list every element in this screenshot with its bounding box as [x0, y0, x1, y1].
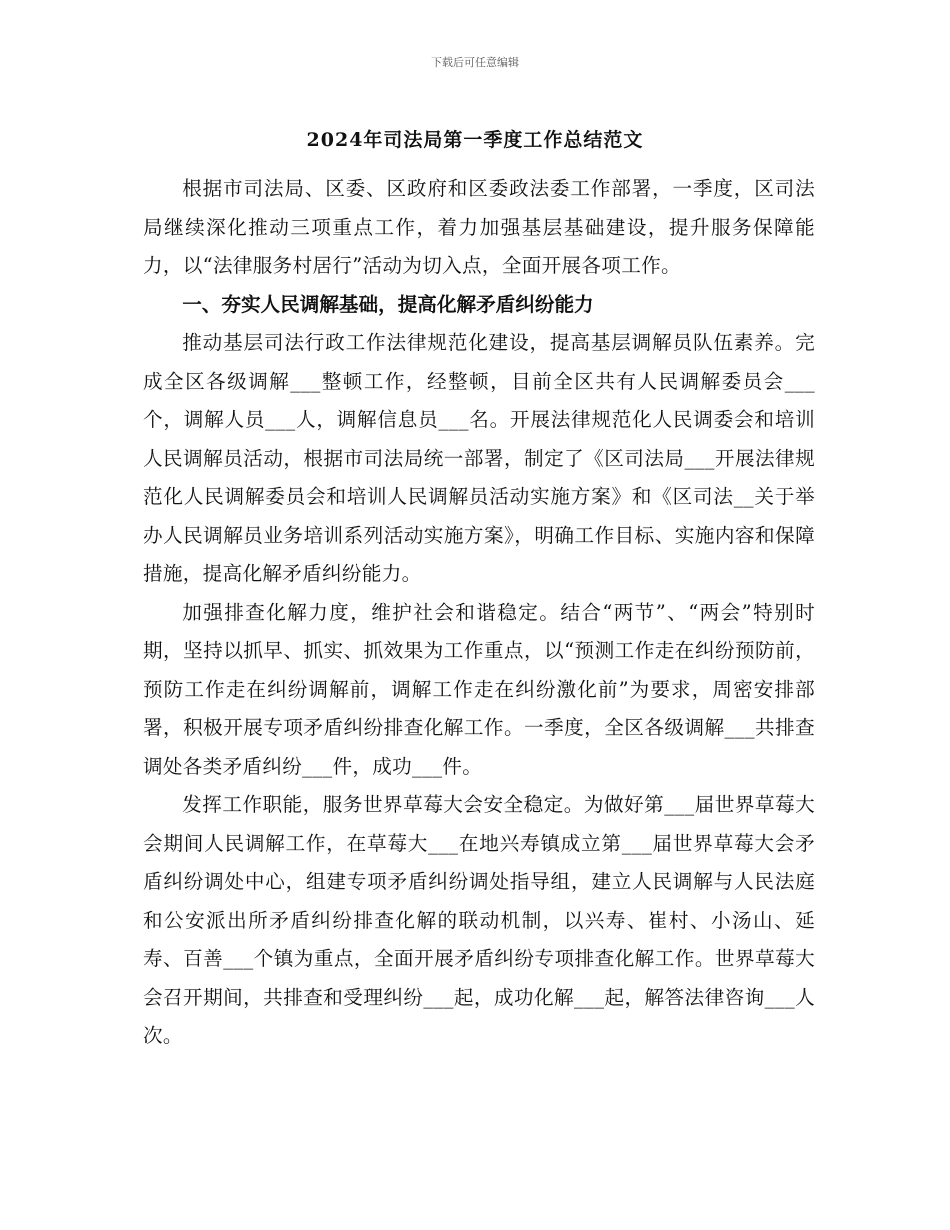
paragraph-intro: 根据市司法局、区委、区政府和区委政法委工作部署，一季度，区司法局继续深化推动三项重点工作，着力加强基层基础建设，提升服务保障能力，以“法律服务村居行”活动为切入点，全面开展各项工作。 [143, 177, 815, 277]
document-title: 2024年司法局第一季度工作总结范文 [306, 129, 644, 151]
paragraph-strawberry-conference: 发挥工作职能，服务世界草莓大会安全稳定。为做好第___届世界草莓大会期间人民调解工作，在草莓大___在地兴寿镇成立第___届世界草莓大会矛盾纠纷调处中心，组建专项矛盾纠纷调处指导组，建立人民调解与人民法庭和公安派出所矛盾纠纷排查化解的联动机制，以兴寿、崔村、小汤山、延寿、百善___个镇为重点，全面开展矛盾纠纷专项排查化解工作。世界草莓大会召开期间，共排查和受理纠纷___起，成功化解___起，解答法律咨询___人次。 [143, 793, 815, 1047]
section-heading: 一、夯实人民调解基础，提高化解矛盾纠纷能力 [182, 292, 594, 316]
paragraph-mediation-standardization: 推动基层司法行政工作法律规范化建设，提高基层调解员队伍素养。完成全区各级调解___整顿工作，经整顿，目前全区共有人民调解委员会___个，调解人员___人，调解信息员___名。开展法律规范化人民调委会和培训人民调解员活动，根据市司法局统一部署，制定了《区司法局___开展法律规范化人民调解委员会和培训人民调解员活动实施方案》和《区司法__关于举办人民调解员业务培训系列活动实施方案》，明确工作目标、实施内容和保障措施，提高化解矛盾纠纷能力。 [143, 331, 815, 585]
document-body [143, 170, 815, 1056]
header-note: 下载后可任意编辑 [431, 56, 519, 69]
paragraph-dispute-screening: 加强排查化解力度，维护社会和谐稳定。结合“两节”、“两会”特别时期，坚持以抓早、抓实、抓效果为工作重点，以“预测工作走在纠纷预防前，预防工作走在纠纷调解前，调解工作走在纠纷激化前”为要求，周密安排部署，积极开展专项矛盾纠纷排查化解工作。一季度，全区各级调解___共排查调处各类矛盾纠纷___件，成功___件。 [143, 600, 815, 778]
